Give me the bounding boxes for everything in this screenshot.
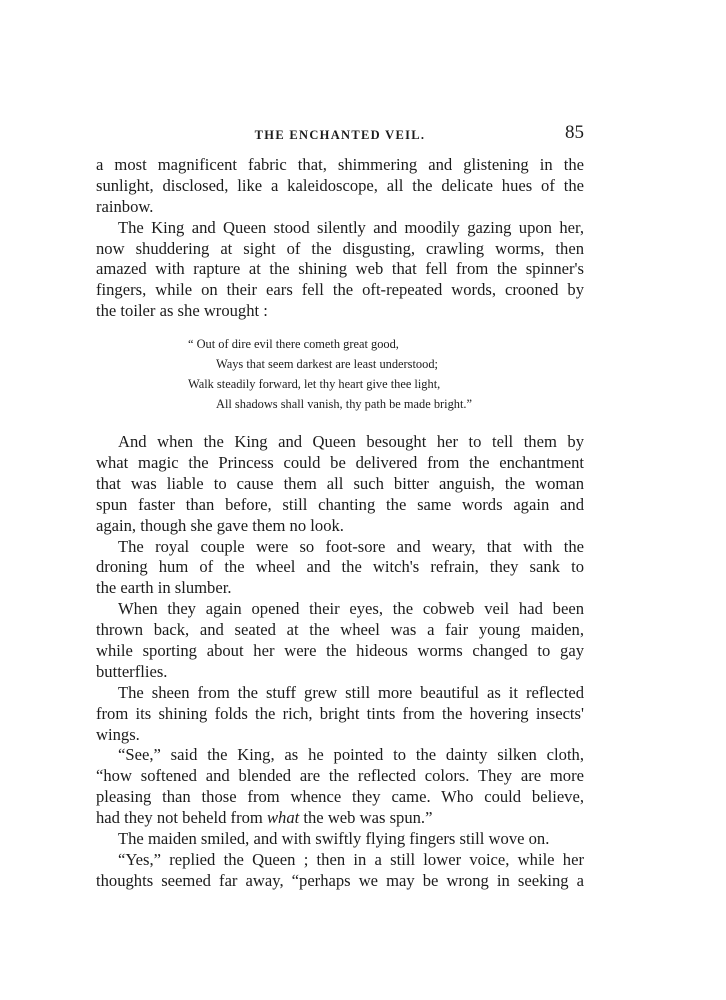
text-line: When they again opened their eyes, the cobweb veil had been	[118, 599, 584, 619]
text-line: The sheen from the stuff grew still more beautiful as it reflected	[118, 682, 584, 702]
text-run: the web was spun.”	[299, 808, 433, 828]
paragraph-2	[96, 218, 584, 322]
verse-line: Ways that seem darkest are least understood;	[216, 357, 438, 372]
text-line	[96, 808, 584, 829]
emphasis-word: what	[266, 808, 300, 828]
text-line: again, though she gave them no look.	[96, 515, 344, 535]
paragraph-6	[96, 683, 584, 746]
verse-line: “ Out of dire evil there cometh great good,	[188, 337, 399, 352]
text-line: “how softened and blended are the reflected colors. They are more	[96, 766, 584, 786]
paragraph-4	[96, 537, 584, 600]
text-line: thrown back, and seated at the wheel was a fair young maiden,	[96, 620, 584, 640]
text-line: a most magnificent fabric that, shimmering and glistening in the	[96, 155, 584, 174]
text-line: now shuddering at sight of the disgusting, crawling worms, then	[96, 238, 584, 258]
running-title: THE ENCHANTED VEIL.	[254, 128, 426, 142]
text-line: “See,” said the King, as he pointed to the dainty silken cloth,	[118, 745, 584, 765]
paragraph-3	[96, 432, 584, 536]
paragraph-7	[96, 745, 584, 829]
text-line: droning hum of the wheel and the witch's refrain, they sank to	[96, 557, 584, 577]
text-line: The maiden smiled, and with swiftly flying fingers still wove on.	[118, 829, 550, 849]
text-line: that was liable to cause them all such bitter anguish, the woman	[96, 473, 584, 493]
text-run: had they not beheld from	[96, 808, 267, 828]
text-line: And when the King and Queen besought her to tell them by	[118, 432, 584, 452]
text-line: wings.	[96, 724, 140, 744]
text-line: butterflies.	[96, 661, 168, 681]
text-line: “Yes,” replied the Queen ; then in a still lower voice, while her	[118, 849, 584, 869]
paragraph-5	[96, 599, 584, 683]
text-line: sunlight, disclosed, like a kaleidoscope, all the delicate hues of the	[96, 175, 584, 195]
page-header	[96, 122, 584, 148]
body-text	[96, 155, 584, 892]
verse-quote	[188, 334, 584, 414]
text-line: The King and Queen stood silently and moodily gazing upon her,	[118, 217, 584, 237]
text-line: fingers, while on their ears fell the oft-repeated words, crooned by	[96, 280, 584, 300]
text-line: the earth in slumber.	[96, 578, 232, 598]
text-line: the toiler as she wrought :	[96, 301, 268, 321]
paragraph-8	[96, 829, 584, 850]
text-line: what magic the Princess could be delivered from the enchantment	[96, 453, 584, 473]
page-number: 85	[565, 122, 584, 143]
text-line: thoughts seemed far away, “perhaps we may be wrong in seeking a	[96, 870, 584, 890]
text-line: amazed with rapture at the shining web that fell from the spinner's	[96, 259, 584, 279]
text-line: pleasing than those from whence they came. Who could believe,	[96, 787, 584, 807]
text-line: spun faster than before, still chanting the same words again and	[96, 494, 584, 514]
text-line: from its shining folds the rich, bright tints from the hovering insects'	[96, 703, 584, 723]
paragraph-9	[96, 850, 584, 892]
verse-line: All shadows shall vanish, thy path be made bright.”	[216, 397, 473, 412]
verse-line: Walk steadily forward, let thy heart give thee light,	[188, 377, 441, 392]
paragraph-1	[96, 155, 584, 218]
text-line: while sporting about her were the hideous worms changed to gay	[96, 641, 584, 661]
text-line: rainbow.	[96, 196, 154, 216]
text-line: The royal couple were so foot-sore and weary, that with the	[118, 536, 584, 556]
